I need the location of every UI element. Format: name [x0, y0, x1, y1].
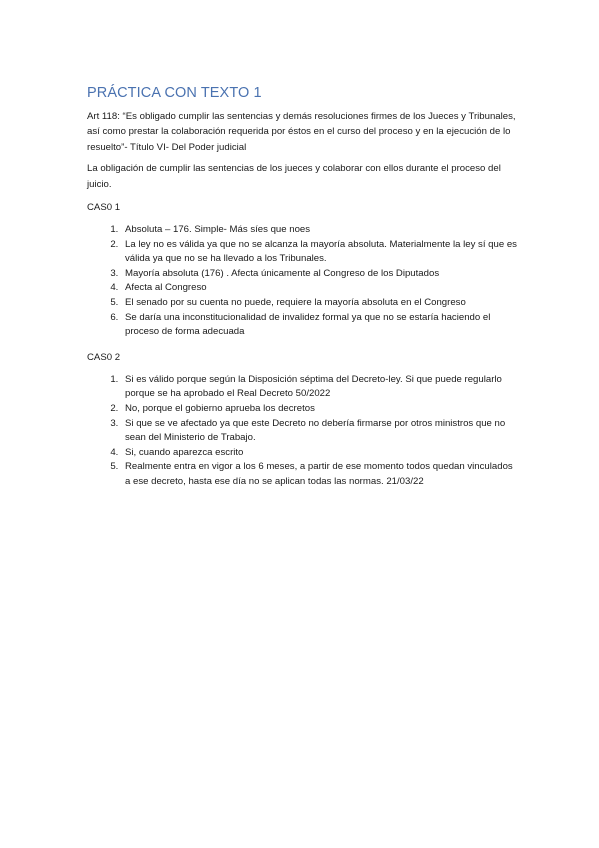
article-quote: Art 118: “Es obligado cumplir las sentencias y demás resoluciones firmes de los Jueces y Tribunales, así como prestar la colaboración requerida por éstos en el curso del proceso y en la ejecución de lo resuelto”- Título VI- Del Poder judicial [87, 111, 516, 153]
document-title: PRÁCTICA CON TEXTO 1 [87, 85, 262, 101]
case-1-heading: CAS0 1 [87, 202, 121, 214]
list-item: 1. Absoluta – 176. Simple- Más síes que noes [121, 223, 517, 238]
list-item: 4. Afecta al Congreso [121, 281, 517, 296]
case-2-heading: CAS0 2 [87, 351, 121, 363]
list-item: 3. Si que se ve afectado ya que este Decreto no debería firmarse por otros ministros que no sean del Ministerio de Trabajo. [121, 417, 517, 446]
list-item: 4. Si, cuando aparezca escrito [121, 446, 517, 461]
case-1-list [87, 223, 517, 340]
list-item: 2. No, porque el gobierno aprueba los decretos [121, 402, 517, 417]
summary-paragraph: La obligación de cumplir las sentencias de los jueces y colaborar con ellos durante el proceso del juicio. [87, 163, 501, 190]
list-item: 5. El senado por su cuenta no puede, requiere la mayoría absoluta en el Congreso [121, 296, 517, 311]
case-2-list [87, 373, 517, 490]
list-item: 2. La ley no es válida ya que no se alcanza la mayoría absoluta. Materialmente la ley sí que es válida ya que no se ha llevado a los Tribunales. [121, 238, 517, 267]
list-item: 6. Se daría una inconstitucionalidad de invalidez formal ya que no se estaría haciendo el proceso de forma adecuada [121, 311, 517, 340]
list-item: 3. Mayoría absoluta (176) . Afecta únicamente al Congreso de los Diputados [121, 267, 517, 282]
document-page [87, 84, 517, 500]
list-item: 5. Realmente entra en vigor a los 6 meses, a partir de ese momento todos quedan vinculados a ese decreto, hasta ese día no se aplican todas las normas. 21/03/22 [121, 460, 517, 489]
list-item: 1. Si es válido porque según la Disposición séptima del Decreto-ley. Si que puede regularlo porque se ha aprobado el Real Decreto 50/2022 [121, 373, 517, 402]
